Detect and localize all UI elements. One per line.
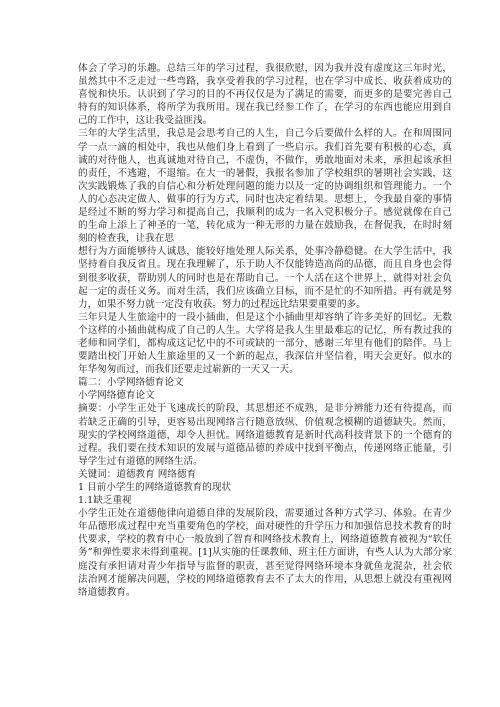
paragraph-reflection: 三年的大学生活里，我总是会思考自己的人生，自己今后要做什么样的人。在和周围同学一点一滴的相处中，我也从他们身上看到了一些启示。我们首先要有积极的心态，真诚的对待他人，也真诚地对待自己，不虚伪，不做作，勇敢地面对未来，承担起该承担的责任，不逃避，不退缩。在大一的暑假，我报名参加了学校组织的暑期社会实践，这次实践锻炼了我的自信心和分析处理问题的能力以及一定的协调组织和管理能力。一个人的心态决定做人、做事的行为方式，同时也决定着结果。思想上，令我最自豪的事情是经过不断的努力学习和提高自己，我顺利的成为一名入党积极分子。感觉就像在自己的生命上添上了神圣的一笔，转化成为一种无形的力量在鼓励我，在督促我，在时时刻刻的检查我，让我在思	[78, 128, 452, 245]
paragraph-conclusion: 三年只是人生旅途中的一段小插曲，但是这个小插曲里却容纳了许多美好的回忆。无数个这样的小插曲就构成了自己的人生。大学将是我人生里最难忘的记忆，所有教过我的老师和同学们，都构成这记忆中的不可或缺的一部分，感谢三年里有他们的陪伴。马上要踏出校门开始人生旅途里的又一个新的起点，我深信并坚信着，明天会更好。似水的年华匆匆而过，而我们还要走过崭新的一天又一天。	[78, 311, 452, 376]
subheading-lack-attention: 1.1缺乏重视	[78, 495, 132, 507]
keywords-line: 关键词：道德教育 网络德育	[78, 468, 197, 480]
paragraph-continued: 体会了学习的乐趣。总结三年的学习过程，我很欣慰，因为我并没有虚度这三年时光，虽然其中不乏走过一些弯路，我享受着我的学习过程，也在学习中成长、收获着成功的喜悦和快乐。认识到了学习的目的不再仅仅是为了满足的需要，而更多的是要完善自己特有的知识体系，将所学为我所用。现在我已经参工作了，在学习的东西也能应用到自己的工作中，这让我受益匪浅。	[78, 63, 452, 127]
article-title: 小学网络德育论文	[78, 390, 155, 402]
section-heading: 篇二：小学网络德育论文	[78, 377, 184, 389]
paragraph-body: 小学生正处在道德他律向道德自律的发展阶段，需要通过各种方式学习、体验。在青少年品德形成过程中充当重要角色的学校，面对硬性的升学压力和加强信息技术教育的时代要求，学校的教育中心一般放到了智育和网络技术教育上，网络道德教育被视为“软任务”和弹性要求未得到重视。[1]从实施的任课教师、班主任方面讲，有些人认为大部分家庭没有承担请对青少年指导与监督的职责，甚至觉得网络环境本身就鱼龙混杂，社会依法治网才能解决问题，学校的网络道德教育去不了太大的作用，从思想上就没有重视网络道德教育。	[78, 508, 452, 598]
paragraph-thoughts: 想行为方面能够待人诚恳，能较好地处理人际关系，处事冷静稳健。在大学生活中，我坚持着自我反省且。现在我理解了，乐于助人不仅能铸造高尚的品德，而且自身也会得到很多收获，帮助别人的同时也是在帮助自己。一个人活在这个世界上，就得对社会负起一定的责任义务。而对生活，我们应该确立目标，而不是忙的不知所措。再有就是努力，如果不努力就一定没有收获。努力的过程远比结果要重要的多。	[78, 246, 452, 310]
abstract-paragraph: 摘要：小学生正处于飞速成长的阶段，其思想还不成熟，是非分辨能力还有待提高，而若缺乏正确的引导，更容易出现网络言行随意放纵、价值观念模糊的道德缺失。然而，现实的学校网络道德，却令人担忧。网络道德教育是新时代高科技背景下的一个德育的过程。我们要在技术知识的发展与道德品德的养成中找到平衡点，传递网络正能量，引导学生过有道德的网络生活。	[78, 403, 452, 467]
subheading-status: 1 目前小学生的网络道德教育的现状	[78, 482, 232, 493]
